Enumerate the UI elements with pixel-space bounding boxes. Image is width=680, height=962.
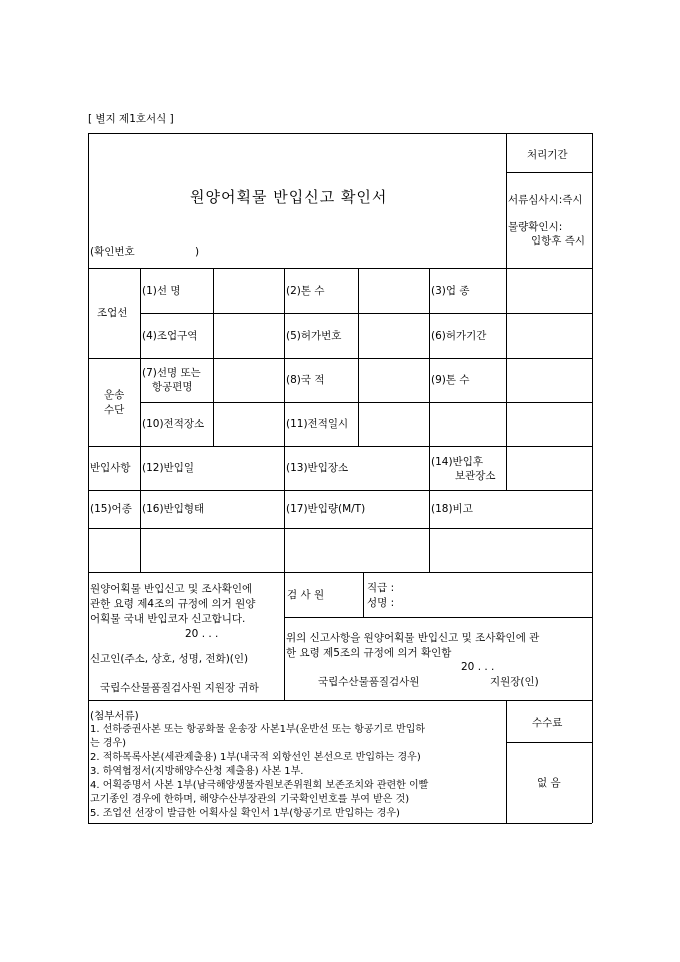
field-business-type: (3)업 종 — [431, 285, 470, 297]
processing-qty-check: 물량확인시: — [508, 221, 563, 233]
section-fishing-vessel: 조업선 — [97, 307, 128, 319]
field-ship-or-flight-2: 항공편명 — [152, 381, 193, 393]
field-tonnage: (2)톤 수 — [286, 285, 325, 297]
field-nationality: (8)국 적 — [286, 374, 325, 386]
field-permit-no: (5)허가번호 — [286, 330, 342, 342]
field-vessel-name: (1)선 명 — [142, 285, 181, 297]
section-transport: 운송 — [104, 389, 125, 401]
field-transport-tonnage: (9)톤 수 — [431, 374, 470, 386]
field-ship-or-flight: (7)선명 또는 — [142, 367, 201, 379]
section-transport-2: 수단 — [104, 404, 125, 416]
declaration-reporter: 신고인(주소, 상호, 성명, 전화)(인) — [90, 653, 249, 665]
attachment-item: 1. 선하증권사본 또는 항공화물 운송장 사본1부(운반선 또는 항공기로 반입하 — [90, 724, 426, 735]
attachment-item: 2. 적하목록사본(세관제출용) 1부(내국적 외항선인 본선으로 반입하는 경우) — [90, 752, 421, 763]
field-import-place: (13)반입장소 — [286, 462, 349, 474]
confirmation-date: 20 . . . — [461, 661, 495, 673]
inspector-rank: 직급 : — [367, 582, 395, 594]
field-import-qty: (17)반입량(M/T) — [286, 503, 366, 515]
field-remarks: (18)비고 — [431, 503, 473, 515]
attachment-item: 3. 하역협정서(지방해양수산청 제출용) 사본 1부. — [90, 766, 304, 777]
form-label: [ 별지 제1호서식 ] — [88, 113, 174, 125]
fee-value: 없 음 — [537, 777, 561, 789]
confirmation-line-2: 한 요령 제5조의 규정에 의거 확인함 — [286, 647, 452, 659]
declaration-date: 20 . . . — [185, 628, 219, 640]
field-permit-period: (6)허가기간 — [431, 330, 487, 342]
declaration-addressee: 국립수산물품질검사원 지원장 귀하 — [100, 682, 259, 694]
field-transship-time: (11)전적일시 — [286, 418, 349, 430]
section-import: 반입사항 — [90, 462, 131, 474]
form-title: 원양어획물 반입신고 확인서 — [190, 188, 388, 206]
field-import-date: (12)반입일 — [142, 462, 194, 474]
field-species: (15)어종 — [90, 503, 132, 515]
field-fishing-area: (4)조업구역 — [142, 330, 198, 342]
attachment-item: 는 경우) — [90, 738, 127, 749]
declaration-line-3: 어획물 국내 반입코자 신고합니다. — [90, 613, 246, 625]
field-storage-place: (14)반입후 — [431, 456, 483, 468]
processing-doc-review: 서류심사시:즉시 — [508, 194, 583, 206]
inspector-name: 성명 : — [367, 597, 395, 609]
fee-header: 수수료 — [532, 717, 563, 729]
processing-qty-check-time: 입항후 즉시 — [531, 235, 586, 247]
confirm-no-close: ) — [195, 246, 200, 258]
processing-header: 처리기간 — [527, 149, 568, 161]
declaration-line-1: 원양어획물 반입신고 및 조사확인에 — [90, 583, 253, 595]
field-storage-place-2: 보관장소 — [455, 470, 496, 482]
field-import-form: (16)반입형태 — [142, 503, 205, 515]
confirmation-line-1: 위의 신고사항을 원양어획물 반입신고 및 조사확인에 관 — [286, 632, 540, 644]
field-transship-place: (10)전적장소 — [142, 418, 205, 430]
confirm-no-label: (확인번호 — [90, 246, 135, 258]
inspector-label: 검 사 원 — [287, 589, 325, 601]
attachments-header: (첨부서류) — [90, 710, 139, 722]
attachment-item: 5. 조업선 선장이 발급한 어획사실 확인서 1부(항공기로 반입하는 경우) — [90, 808, 400, 819]
declaration-line-2: 관한 요령 제4조의 규정에 의거 원양 — [90, 598, 256, 610]
confirmation-agency: 국립수산물품질검사원 — [318, 676, 420, 688]
attachment-item: 고기종인 경우에 한하며, 해양수산부장관의 기국확인번호를 부여 받은 것) — [90, 794, 410, 805]
attachment-item: 4. 어획증명서 사본 1부(남극해양생물자원보존위원회 보존조치와 관련한 이빨 — [90, 780, 429, 791]
confirmation-head: 지원장(인) — [490, 676, 539, 688]
